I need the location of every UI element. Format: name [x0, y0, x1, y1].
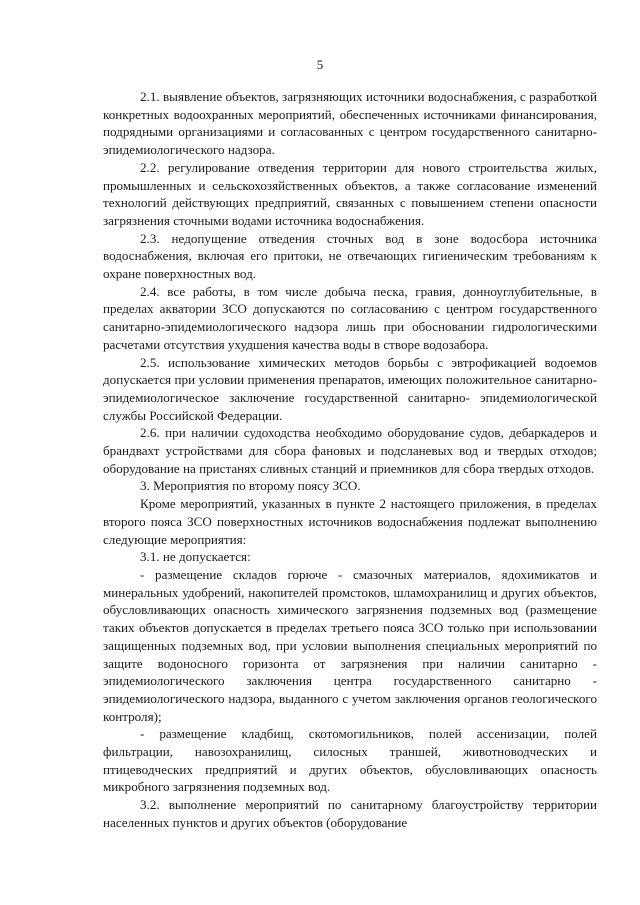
- list-item-storage-facilities: - размещение складов горюче - смазочных материалов, ядохимикатов и минеральных удобрений, накопителей промстоков, шламохранилищ и других объектов, обусловливающих опасность химического загрязнения подземных вод (размещение таких объектов допускается в пределах третьего пояса ЗСО только при использовании защищенных подземных вод, при условии выполнения специальных мероприятий по защите водоносного горизонта от загрязнения при наличии санитарно - эпидемиологического заключения центра государственного санитарно - эпидемиологического надзора, выданного с учетом заключения органов геологического контроля);: [103, 566, 597, 724]
- page-number: 5: [316, 57, 324, 72]
- paragraph-3-2: 3.2. выполнение мероприятий по санитарному благоустройству территории населенных пунктов и других объектов (оборудование: [103, 797, 597, 830]
- paragraph-2-4: 2.4. все работы, в том числе добыча песка, гравия, донноуглубительные, в пределах акватории ЗСО допускаются по согласованию с центром государственного санитарно-эпидемиологического надзора лишь при обосновании гидрологическими расчетами отсутствия ухудшения качества воды в створе водозабора.: [103, 283, 597, 352]
- paragraph-2-6: 2.6. при наличии судоходства необходимо оборудование судов, дебаркадеров и брандвахт устройствами для сбора фановых и подсланевых вод и твердых отходов; оборудование на пристанях сливных станций и приемников для сбора твердых отходов.: [103, 425, 597, 476]
- section-3-heading: 3. Мероприятия по второму поясу ЗСО.: [140, 478, 361, 494]
- paragraph-2-2: 2.2. регулирование отведения территории для нового строительства жилых, промышленных и сельскохозяйственных объектов, а также согласование изменений технологий действующих предприятий, связанных с повышением степени опасности загрязнения сточными водами источника водоснабжения.: [103, 159, 597, 228]
- list-item-cemeteries: - размещение кладбищ, скотомогильников, полей ассенизации, полей фильтрации, навозохранилищ, силосных траншей, животноводческих и птицеводческих предприятий и других объектов, обусловливающих опасность микробного загрязнения подземных вод.: [103, 726, 597, 795]
- paragraph-3-intro: Кроме мероприятий, указанных в пункте 2 настоящего приложения, в пределах второго пояса ЗСО поверхностных источников водоснабжения подлежат выполнению следующие мероприятия:: [103, 496, 597, 547]
- paragraph-2-3: 2.3. недопущение отведения сточных вод в зоне водосбора источника водоснабжения, включая его притоки, не отвечающих гигиеническим требованиям к охране поверхностных вод.: [103, 230, 597, 282]
- document-body: [103, 88, 597, 832]
- paragraph-2-1: 2.1. выявление объектов, загрязняющих источники водоснабжения, с разработкой конкретных водоохранных мероприятий, обеспеченных источниками финансирования, подрядными организациями и согласованных с центром государственного санитарно-эпидемиологического надзора.: [103, 89, 597, 158]
- paragraph-2-5: 2.5. использование химических методов борьбы с эвтрофикацией водоемов допускается при условии применения препаратов, имеющих положительное санитарно-эпидемиологическое заключение государственной санитарно- эпидемиологической службы Российской Федерации.: [103, 354, 597, 423]
- paragraph-3-1: 3.1. не допускается:: [140, 549, 251, 565]
